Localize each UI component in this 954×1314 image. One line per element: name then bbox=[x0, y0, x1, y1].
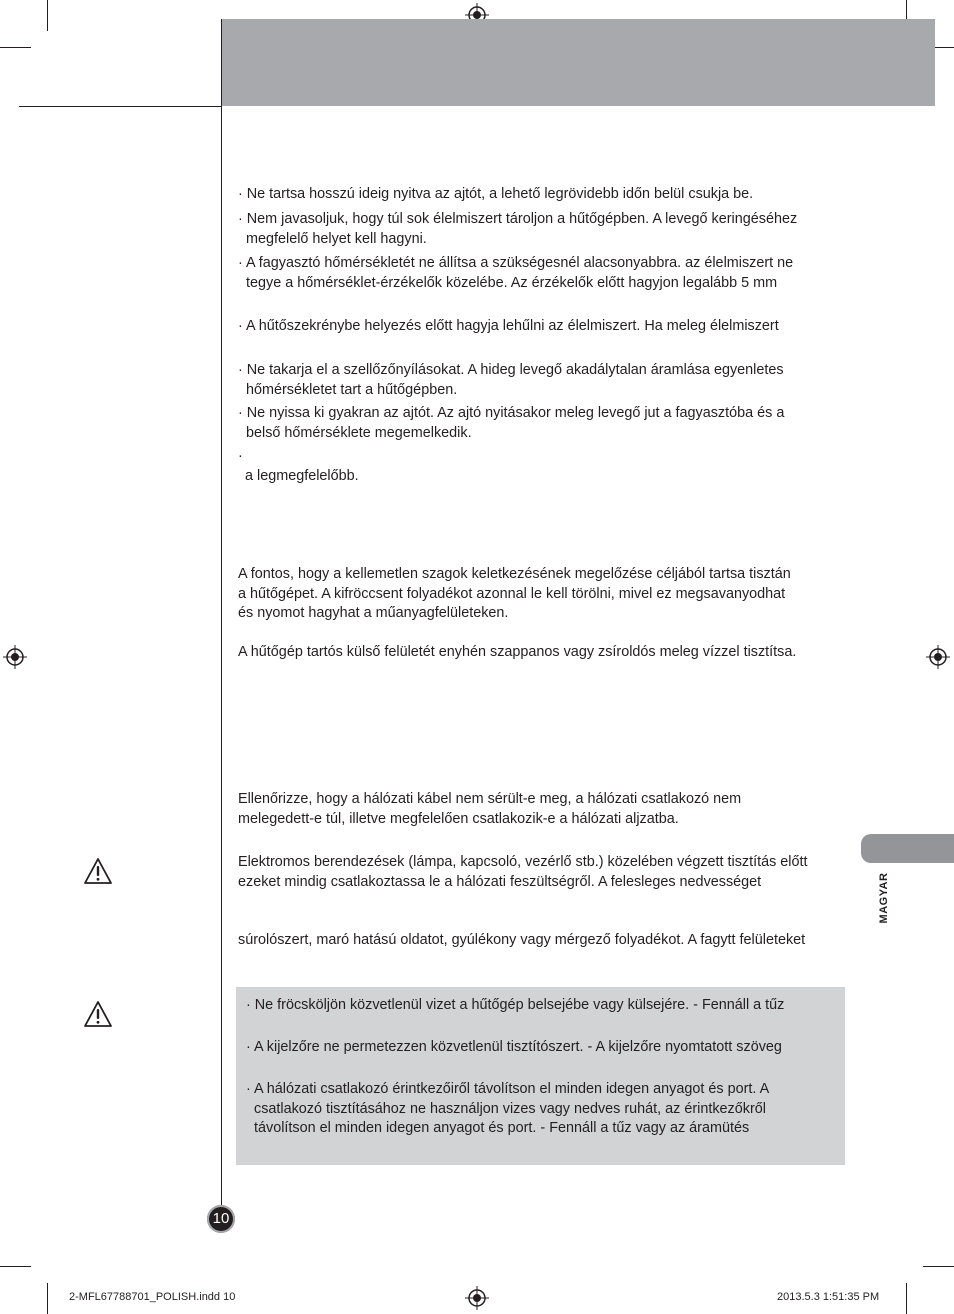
left-header-rule bbox=[19, 106, 222, 107]
left-column-rule bbox=[221, 19, 222, 1209]
warning-item-1: · Ne fröcsköljön közvetlenül vizet a hűtőgép belsejébe vagy külsejére. - Fennáll a tűz bbox=[246, 997, 785, 1013]
cleaning-paragraph-1: A fontos, hogy a kellemetlen szagok keletkezésének megelőzése céljából tartsa tisztán a hűtőgépet. A kifröccsent folyadékot azonnal le kell törölni, mivel ez megsavanyodhat és nyomot hagyhat a műanyagfelületeken. bbox=[238, 566, 791, 621]
tip-1: · Ne tartsa hosszú ideig nyitva az ajtót, a lehető legrövidebb időn belül csukja be. bbox=[238, 186, 754, 202]
crop-mark bbox=[47, 0, 48, 31]
tip-2: · Nem javasoljuk, hogy túl sok élelmiszert tároljon a hűtőgépben. A levegő keringéséhez megfelelő helyet kell hagyni. bbox=[238, 211, 798, 247]
language-tab bbox=[861, 834, 954, 863]
registration-mark-icon bbox=[926, 645, 950, 669]
language-label: MAGYAR bbox=[878, 872, 890, 924]
tip-4: · A hűtőszekrénybe helyezés előtt hagyja lehűlni az élelmiszert. Ha meleg élelmiszert bbox=[238, 318, 779, 334]
tip-6: · Ne nyissa ki gyakran az ajtót. Az ajtó nyitásakor meleg levegő jut a fagyasztóba és a belső hőmérséklete megemelkedik. bbox=[238, 405, 785, 441]
footer-filename: 2-MFL67788701_POLISH.indd 10 bbox=[69, 1291, 236, 1303]
crop-mark bbox=[923, 1266, 954, 1267]
tip-3: · A fagyasztó hőmérsékletét ne állítsa a szükségesnél alacsonyabbra. az élelmiszert ne tegye a hőmérséklet-érzékelők közelébe. Az érzékelők előtt hagyjon legalább 5 mm bbox=[238, 255, 794, 291]
power-paragraph-2: Elektromos berendezések (lámpa, kapcsoló, vezérlő stb.) közelében végzett tisztítás előtt ezeket mindig csatlakoztassa le a hálózati feszültségről. A felesleges nedvességet bbox=[238, 854, 808, 890]
cleaning-paragraph-2: A hűtőgép tartós külső felületét enyhén szappanos vagy zsíroldós meleg vízzel tisztítsa. bbox=[238, 644, 797, 660]
warning-item-2: · A kijelzőre ne permetezzen közvetlenül tisztítószert. - A kijelzőre nyomtatott szöveg bbox=[246, 1039, 782, 1055]
tip-7: · a legmegfelelőbb. bbox=[238, 448, 359, 484]
warning-item-3: · A hálózati csatlakozó érintkezőiről távolítson el minden idegen anyagot és port. A csatlakozó tisztításához ne használjon vizes vagy nedves ruhát, az érintkezőkről távolítson el minden idegen anyagot és port. - Fennáll a tűz vagy az áramütés bbox=[246, 1081, 770, 1136]
crop-mark bbox=[47, 1283, 48, 1314]
crop-mark bbox=[0, 1266, 31, 1267]
warning-icon bbox=[83, 1000, 113, 1028]
header-band bbox=[222, 19, 935, 106]
page-number: 10 bbox=[207, 1205, 235, 1233]
warning-icon bbox=[83, 857, 113, 885]
crop-mark bbox=[0, 47, 31, 48]
power-paragraph-3: súrolószert, maró hatású oldatot, gyúlékony vagy mérgező folyadékot. A fagytt felületeket bbox=[238, 932, 806, 948]
tip-5: · Ne takarja el a szellőzőnyílásokat. A hideg levegő akadálytalan áramlása egyenletes hőmérsékletet tart a hűtőgépben. bbox=[238, 362, 784, 398]
registration-mark-icon bbox=[3, 645, 27, 669]
power-paragraph-1: Ellenőrizze, hogy a hálózati kábel nem sérült-e meg, a hálózati csatlakozó nem melegedett-e túl, illetve megfelelően csatlakozik-e a hálózati aljzatba. bbox=[238, 791, 742, 827]
crop-mark bbox=[906, 1283, 907, 1314]
registration-mark-icon bbox=[465, 1286, 489, 1310]
footer-datetime: 2013.5.3 1:51:35 PM bbox=[777, 1291, 880, 1303]
